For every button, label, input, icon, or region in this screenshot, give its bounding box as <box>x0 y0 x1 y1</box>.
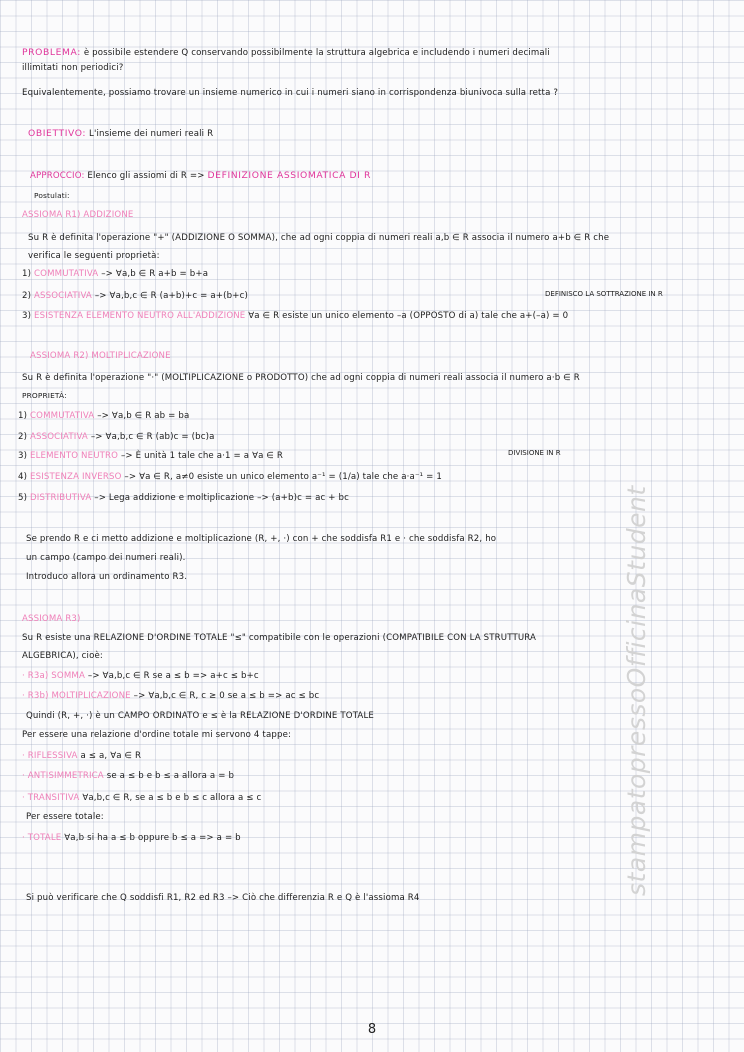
r3-totale-intro: Per essere totale: <box>26 812 104 822</box>
r3-title: ASSIOMA R3) <box>22 614 81 624</box>
property-name: · TRANSITIVA <box>22 793 80 803</box>
property-text: ∀a,b,c ∈ R, se a ≤ b e b ≤ c allora a ≤ c <box>82 793 262 803</box>
r3-property <box>22 770 234 782</box>
field-line-3: Introduco allora un ordinamento R3. <box>26 572 188 582</box>
r2-properties-label: PROPRIETÀ: <box>22 391 67 400</box>
item-number: 5) <box>18 493 28 503</box>
problem-label: PROBLEMA: <box>22 47 81 58</box>
field-line-2: un campo (campo dei numeri reali). <box>26 553 186 563</box>
r1-item <box>22 268 208 280</box>
r2-item <box>18 431 215 443</box>
item-name: COMMUTATIVA <box>34 269 99 279</box>
r1-note: DEFINISCO LA SOTTRAZIONE IN R <box>545 290 663 298</box>
item-name: ASSOCIATIVA <box>34 291 92 301</box>
objective-line <box>28 128 213 140</box>
property-text: se a ≤ b e b ≤ a allora a = b <box>106 771 235 781</box>
objective-text: L'insieme dei numeri reali R <box>89 129 214 139</box>
r3b-text: –> ∀a,b,c ∈ R, c ≥ 0 se a ≤ b => ac ≤ bc <box>133 691 320 701</box>
item-number: 2) <box>22 291 32 301</box>
r3a-text: –> ∀a,b,c ∈ R se a ≤ b => a+c ≤ b+c <box>87 671 259 681</box>
item-number: 1) <box>22 269 32 279</box>
property-name: · RIFLESSIVA <box>22 751 78 761</box>
problem-text-2: illimitati non periodici? <box>22 63 124 73</box>
item-text: –> ∀a ∈ R, a≠0 esiste un unico elemento a⁻¹ = (1/a) tale che a·a⁻¹ = 1 <box>124 472 442 482</box>
r2-item <box>18 492 349 504</box>
problem-text: è possibile estendere Q conservando possibilmente la struttura algebrica e includendo i numeri decimali <box>83 48 550 58</box>
field-line-1: Se prendo R e ci metto addizione e moltiplicazione (R, +, ·) con + che soddisfa R1 e · che soddisfa R2, ho <box>26 534 497 544</box>
problem-line-3 <box>22 87 558 99</box>
item-text: –> ∀a,b,c ∈ R (ab)c = (bc)a <box>90 432 215 442</box>
conclusion: Si può verificare che Q soddisfi R1, R2 ed R3 –> Ciò che differenzia R e Q è l'assioma R4 <box>26 893 420 903</box>
r3-totale <box>22 832 241 844</box>
item-number: 1) <box>18 411 28 421</box>
r2-item <box>18 471 442 483</box>
item-name: ELEMENTO NEUTRO <box>30 451 119 461</box>
item-text: –> ∀a,b,c ∈ R (a+b)+c = a+(b+c) <box>94 291 248 301</box>
r3-property <box>22 750 141 762</box>
r3b-line <box>22 690 319 702</box>
approach-highlight: DEFINIZIONE ASSIOMATICA DI R <box>207 170 371 181</box>
r3-quindi: Quindi (R, +, ·) è un CAMPO ORDINATO e ≤ è la RELAZIONE D'ORDINE TOTALE <box>26 711 374 721</box>
approach-text: Elenco gli assiomi di R => <box>87 171 205 181</box>
item-text: –> È unità 1 tale che a·1 = a ∀a ∈ R <box>120 451 284 461</box>
property-text: a ≤ a, ∀a ∈ R <box>80 751 142 761</box>
r2-note: DIVISIONE IN R <box>508 449 561 457</box>
watermark: stampatopressoOfficinaStudent <box>622 485 651 896</box>
item-text: –> Lega addizione e moltiplicazione –> (a+b)c = ac + bc <box>94 493 350 503</box>
problem-text-3: Equivalentemente, possiamo trovare un insieme numerico in cui i numeri siano in corrispondenza biunivoca sulla retta ? <box>22 88 559 98</box>
problem-line <box>22 47 550 59</box>
approach-label: APPROCCIO: <box>30 171 85 181</box>
item-number: 2) <box>18 432 28 442</box>
item-text: –> ∀a,b ∈ R a+b = b+a <box>101 269 209 279</box>
item-text: ∀a ∈ R esiste un unico elemento –a (OPPOSTO di a) tale che a+(–a) = 0 <box>248 311 569 321</box>
r1-intro-2: verifica le seguenti proprietà: <box>28 251 160 261</box>
item-number: 3) <box>22 311 32 321</box>
item-number: 4) <box>18 472 28 482</box>
r2-intro: Su R è definita l'operazione "·" (MOLTIPLICAZIONE o PRODOTTO) che ad ogni coppia di numeri reali associa il numero a·b ∈ R <box>22 373 580 383</box>
r1-item <box>22 290 248 302</box>
item-name: ESISTENZA INVERSO <box>30 472 122 482</box>
item-text: –> ∀a,b ∈ R ab = ba <box>97 411 190 421</box>
r1-intro: Su R è definita l'operazione "+" (ADDIZIONE O SOMMA), che ad ogni coppia di numeri reali a,b ∈ R associa il numero a+b ∈ R che <box>28 233 610 243</box>
r2-title: ASSIOMA R2) MOLTIPLICAZIONE <box>30 351 171 361</box>
item-number: 3) <box>18 451 28 461</box>
r3-per: Per essere una relazione d'ordine totale mi servono 4 tappe: <box>22 730 292 740</box>
r1-title: ASSIOMA R1) ADDIZIONE <box>22 210 134 220</box>
r3b-name: · R3b) MOLTIPLICAZIONE <box>22 691 131 701</box>
approach-line <box>30 170 371 182</box>
property-name: · ANTISIMMETRICA <box>22 771 104 781</box>
item-name: ESISTENZA ELEMENTO NEUTRO ALL'ADDIZIONE <box>34 311 246 321</box>
postulates-label: Postulati: <box>34 191 70 200</box>
r3a-name: · R3a) SOMMA <box>22 671 85 681</box>
item-name: ASSOCIATIVA <box>30 432 88 442</box>
r3-intro: Su R esiste una RELAZIONE D'ORDINE TOTALE "≤" compatibile con le operazioni (COMPATIBILE CON LA STRUTTURA <box>22 633 537 643</box>
r3-intro-2: ALGEBRICA), cioè: <box>22 651 103 661</box>
item-name: DISTRIBUTIVA <box>30 493 92 503</box>
r2-item <box>18 410 189 422</box>
page-number: 8 <box>367 1022 377 1037</box>
r3-property <box>22 792 261 804</box>
objective-label: OBIETTIVO: <box>28 128 87 139</box>
property-name: · TOTALE <box>22 833 62 843</box>
r1-item <box>22 310 568 322</box>
r3a-line <box>22 670 259 682</box>
problem-line-2 <box>22 62 124 74</box>
r2-item <box>18 450 283 462</box>
property-text: ∀a,b si ha a ≤ b oppure b ≤ a => a = b <box>64 833 241 843</box>
item-name: COMMUTATIVA <box>30 411 95 421</box>
